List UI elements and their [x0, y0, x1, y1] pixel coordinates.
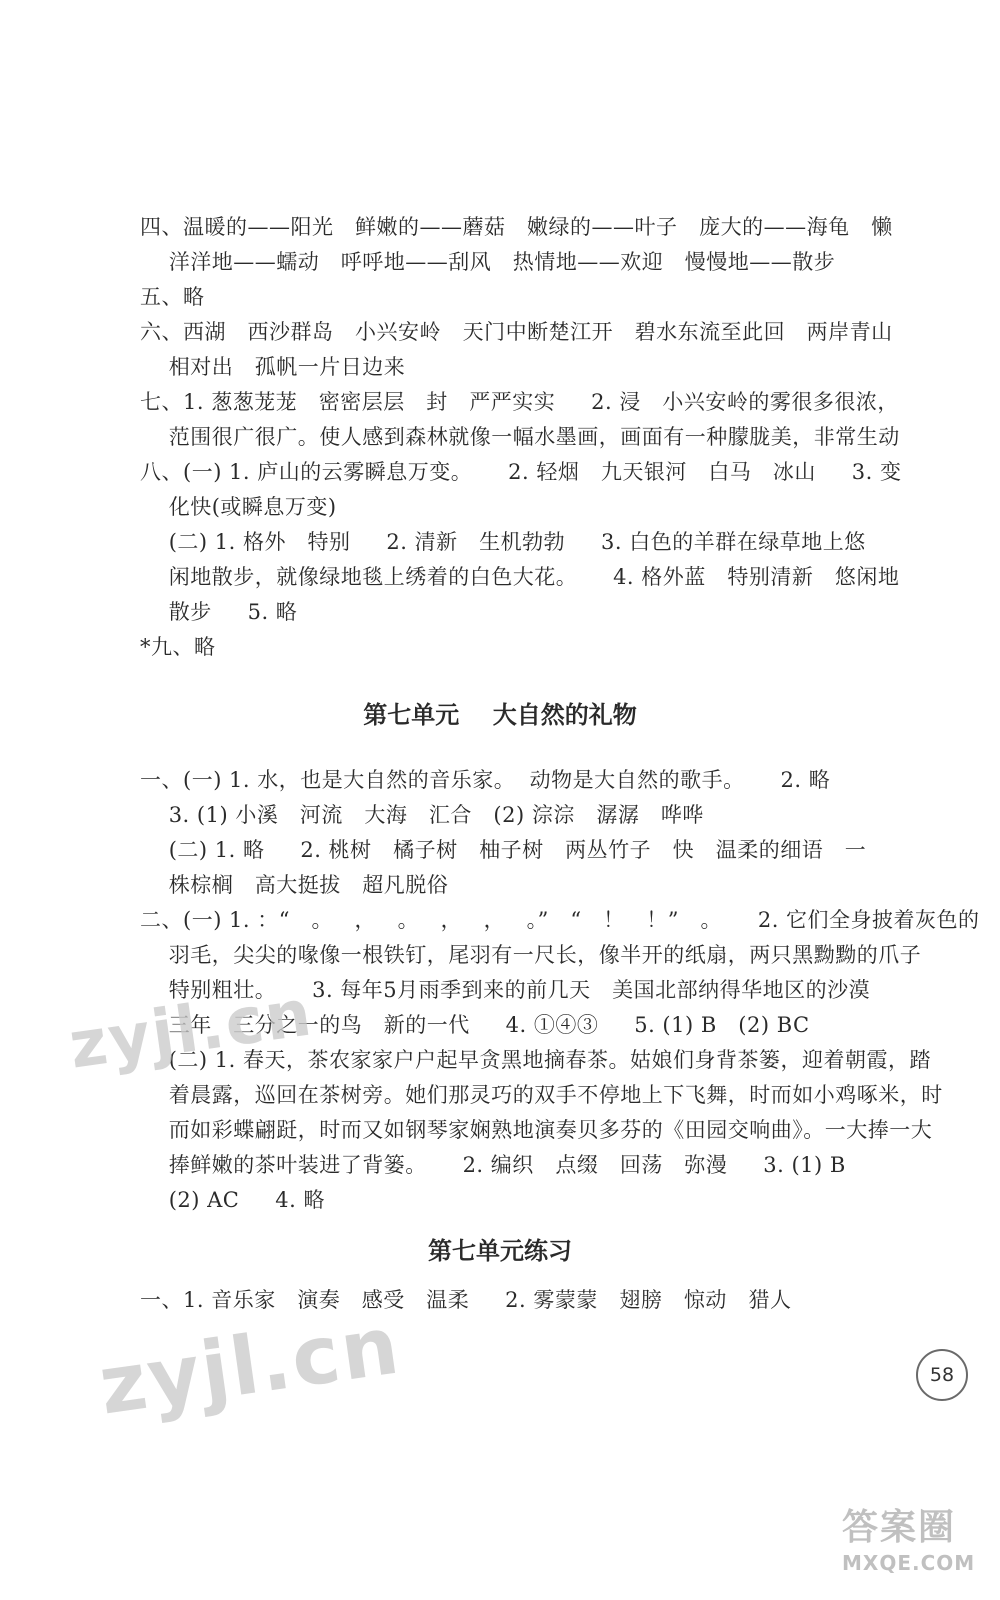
answer-line: 3. (1) 小溪 河流 大海 汇合 (2) 淙淙 潺潺 哗哗 [140, 803, 704, 827]
answer-line: 四、温暖的——阳光 鲜嫩的——蘑菇 嫩绿的——叶子 庞大的——海龟 懒 [140, 215, 893, 239]
corner-logo-top: 答案圈 [842, 1507, 957, 1548]
answer-line: 六、西湖 西沙群岛 小兴安岭 天门中断楚江开 碧水东流至此回 两岸青山 [140, 320, 893, 344]
answer-line: 洋洋地——蠕动 呼呼地——刮风 热情地——欢迎 慢慢地——散步 [140, 250, 836, 274]
answer-line: 五、略 [140, 285, 205, 309]
answer-line: (二) 1. 春天，茶农家家户户起早贪黑地摘春茶。姑娘们身背茶篓，迎着朝霞，踏 [140, 1048, 931, 1072]
answer-line: 一、(一) 1. 水，也是大自然的音乐家。 动物是大自然的歌手。 2. 略 [140, 768, 831, 792]
corner-logo-bottom: MXQE.COM [842, 1551, 976, 1575]
answer-line: 捧鲜嫩的茶叶装进了背篓。 2. 编织 点缀 回荡 弥漫 3. (1) B [140, 1153, 846, 1177]
answer-line: (2) AC 4. 略 [140, 1188, 325, 1212]
watermark: zyjl.cn [93, 1298, 406, 1433]
answer-line: 闲地散步，就像绿地毯上绣着的白色大花。 4. 格外蓝 特别清新 悠闲地 [140, 565, 900, 589]
answer-line: 特别粗壮。 3. 每年5月雨季到来的前几天 美国北部纳得华地区的沙漠 [140, 978, 871, 1002]
unit-seven-title: 第七单元 大自然的礼物 [363, 701, 637, 729]
answer-line: 范围很广很广。使人感到森林就像一幅水墨画，画面有一种朦胧美，非常生动 [140, 425, 900, 449]
page-number: 58 [916, 1349, 968, 1401]
answer-line: 化快(或瞬息万变) [140, 495, 337, 519]
answer-line: 株棕榈 高大挺拔 超凡脱俗 [140, 873, 449, 897]
answer-line: 羽毛，尖尖的喙像一根铁钉，尾羽有一尺长，像半开的纸扇，两只黑黝黝的爪子 [140, 943, 922, 967]
answer-line: 二、(一) 1. ：“ 。 ， 。 ， ， 。” “ ！ ！” 。 2. 它们全身披着灰色的 [140, 908, 980, 932]
corner-logo [842, 1506, 982, 1592]
answer-line: 一、1. 音乐家 演奏 感受 温柔 2. 雾蒙蒙 翅膀 惊动 猎人 [140, 1288, 792, 1312]
watermark: zyjl.cn [64, 976, 318, 1084]
answer-line: 三年 三分之一的鸟 新的一代 4. ①④③ 5. (1) B (2) BC [140, 1013, 810, 1037]
answer-line: 散步 5. 略 [140, 600, 298, 624]
answer-line: 七、1. 葱葱茏茏 密密层层 封 严严实实 2. 浸 小兴安岭的雾很多很浓， [140, 390, 899, 414]
answer-line: 八、(一) 1. 庐山的云雾瞬息万变。 2. 轻烟 九天银河 白马 冰山 3. 变 [140, 460, 902, 484]
answer-line: (二) 1. 格外 特别 2. 清新 生机勃勃 3. 白色的羊群在绿草地上悠 [140, 530, 866, 554]
answer-line: 相对出 孤帆一片日边来 [140, 355, 406, 379]
answer-line: *九、略 [140, 635, 216, 659]
unit-seven-practice-title: 第七单元练习 [428, 1237, 572, 1265]
answer-line: 着晨露，巡回在茶树旁。她们那灵巧的双手不停地上下飞舞，时而如小鸡啄米，时 [140, 1083, 943, 1107]
answer-line: (二) 1. 略 2. 桃树 橘子树 柚子树 两丛竹子 快 温柔的细语 一 [140, 838, 867, 862]
answer-line: 而如彩蝶翩跹，时而又如钢琴家娴熟地演奏贝多芬的《田园交响曲》。一大捧一大 [140, 1118, 933, 1142]
